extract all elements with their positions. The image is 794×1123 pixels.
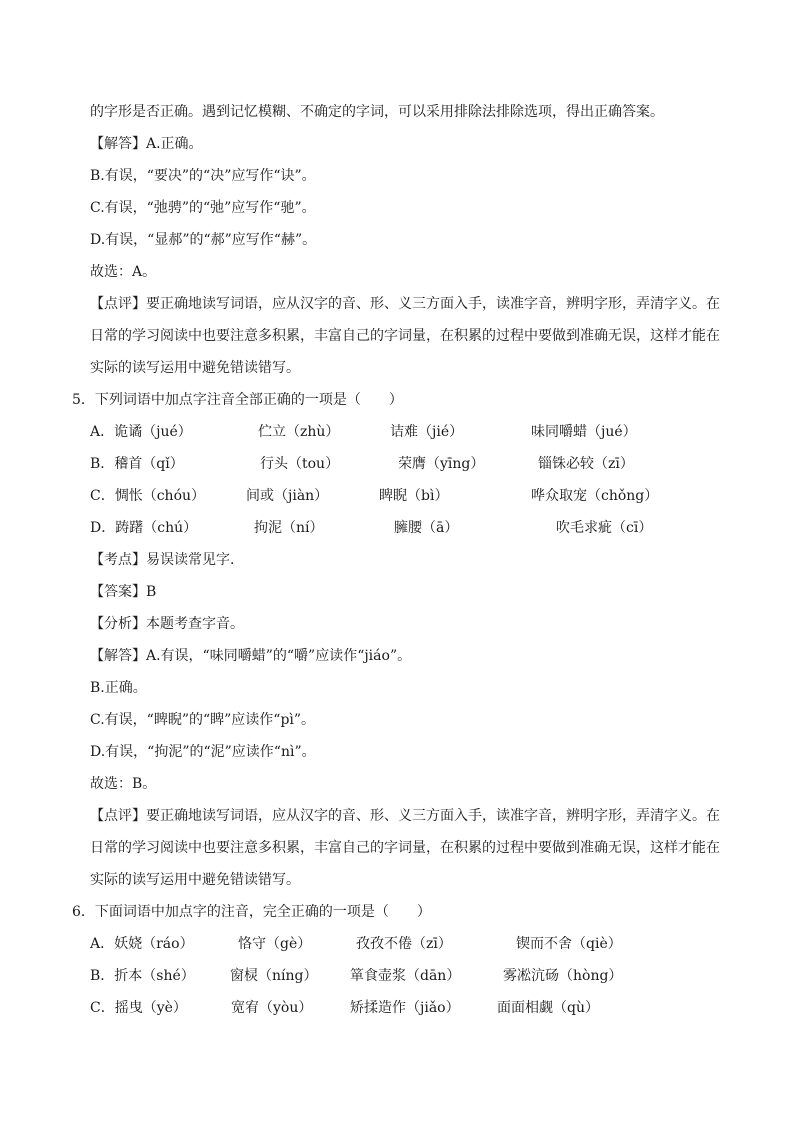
answer-tag: 【解答】 [90, 136, 146, 152]
q6-b-word2: 窗棂（níng） [230, 968, 318, 984]
q6-c-word4: 面面相觑（qù） [497, 1000, 599, 1016]
prev-comment-1: 【点评】要正确地读写词语，应从汉字的音、形、义三方面入手，读准字音，辨明字形，弄清字义。在 [90, 296, 720, 312]
prev-answer-d: D.有误，“显郝”的“郝”应写作“赫”。 [90, 232, 317, 248]
prev-analysis-tail: 的字形是否正确。遇到记忆模糊、不确定的字词，可以采用排除法排除选项，得出正确答案。 [90, 104, 664, 120]
q5-c-word1: C．惆怅（chóu） [90, 488, 206, 504]
q5-kaodian: 【考点】易误读常见字. [90, 552, 235, 568]
q5-b-word2: 行头（tou） [260, 456, 340, 472]
q5-comment-3: 实际的读写运用中避免错读错写。 [90, 872, 300, 888]
q5-comment-1: 【点评】要正确地读写词语，应从汉字的音、形、义三方面入手，读准字音，辨明字形，弄清字义。在 [90, 808, 720, 824]
q5-jieda-c: C.有误，“睥睨”的“睥”应读作“pì”。 [90, 712, 316, 728]
q5-jieda-b: B.正确。 [90, 680, 147, 696]
q6-a-word1: A．妖娆（ráo） [90, 936, 194, 952]
prev-answer-a: 【解答】A.正确。 [90, 136, 203, 152]
q5-c-word4: 哗众取宠（chǒng） [531, 488, 659, 504]
q6-a-word2: 恪守（gè） [238, 936, 312, 952]
q5-choice: 故选：B。 [90, 776, 157, 792]
q5-b-word4: 锱铢必较（zī） [538, 456, 634, 472]
q6-b-word1: B．折本（shé） [90, 968, 195, 984]
q6-a-word4: 锲而不舍（qiè） [516, 936, 622, 952]
q6-b-word3: 箪食壶浆（dān） [350, 968, 461, 984]
q5-b-word3: 荣膺（yīng） [398, 456, 485, 472]
q5-d-word4: 吹毛求疵（cī） [556, 520, 653, 536]
prev-comment-2: 日常的学习阅读中也要注意多积累，丰富自己的字词量，在积累的过程中要做到准确无误，这样才能在 [90, 328, 720, 344]
q5-daan: 【答案】B [90, 584, 157, 600]
comment-tag: 【点评】 [90, 296, 146, 312]
q6-a-word3: 孜孜不倦（zī） [356, 936, 452, 952]
q5-jieda-d: D.有误，“拘泥”的“泥”应读作“nì”。 [90, 744, 316, 760]
q5-title: 5．下列词语中加点字注音全部正确的一项是（ ） [72, 392, 403, 408]
q5-c-word3: 睥睨（bì） [379, 488, 449, 504]
q5-comment-2: 日常的学习阅读中也要注意多积累，丰富自己的字词量，在积累的过程中要做到准确无误，这样才能在 [90, 840, 720, 856]
prev-answer-c: C.有误，“弛骋”的“弛”应写作“驰”。 [90, 200, 316, 216]
q6-title: 6．下面词语中加点字的注音，完全正确的一项是（ ） [72, 904, 431, 920]
q5-d-word3: 臃腰（ā） [394, 520, 459, 536]
prev-choice: 故选：A。 [90, 264, 157, 280]
q5-a-word1: A．诡谲（jué） [90, 424, 192, 440]
prev-answer-b: B.有误，“要决”的“决”应写作“诀”。 [90, 168, 316, 184]
q6-c-word3: 矫揉造作（jiǎo） [350, 1000, 460, 1016]
q5-jieda-a: 【解答】A.有误，“味同嚼蜡”的“嚼”应读作“jiáo”。 [90, 648, 412, 664]
q6-c-word1: C．摇曳（yè） [90, 1000, 187, 1016]
q5-b-word1: B．稽首（qǐ） [90, 456, 184, 472]
q5-d-word1: D．踌躇（chú） [90, 520, 198, 536]
q6-c-word2: 宽宥（yòu） [231, 1000, 313, 1016]
q5-d-word2: 拘泥（ní） [254, 520, 324, 536]
q5-fenxi: 【分析】本题考查字音。 [90, 616, 244, 632]
prev-comment-3: 实际的读写运用中避免错读错写。 [90, 360, 300, 376]
q5-a-word3: 诘难（jié） [390, 424, 464, 440]
q5-a-word2: 伫立（zhù） [258, 424, 340, 440]
q6-b-word4: 雾凇沆砀（hòng） [503, 968, 623, 984]
q5-a-word4: 味同嚼蜡（jué） [531, 424, 637, 440]
q5-c-word2: 间或（jiàn） [246, 488, 329, 504]
